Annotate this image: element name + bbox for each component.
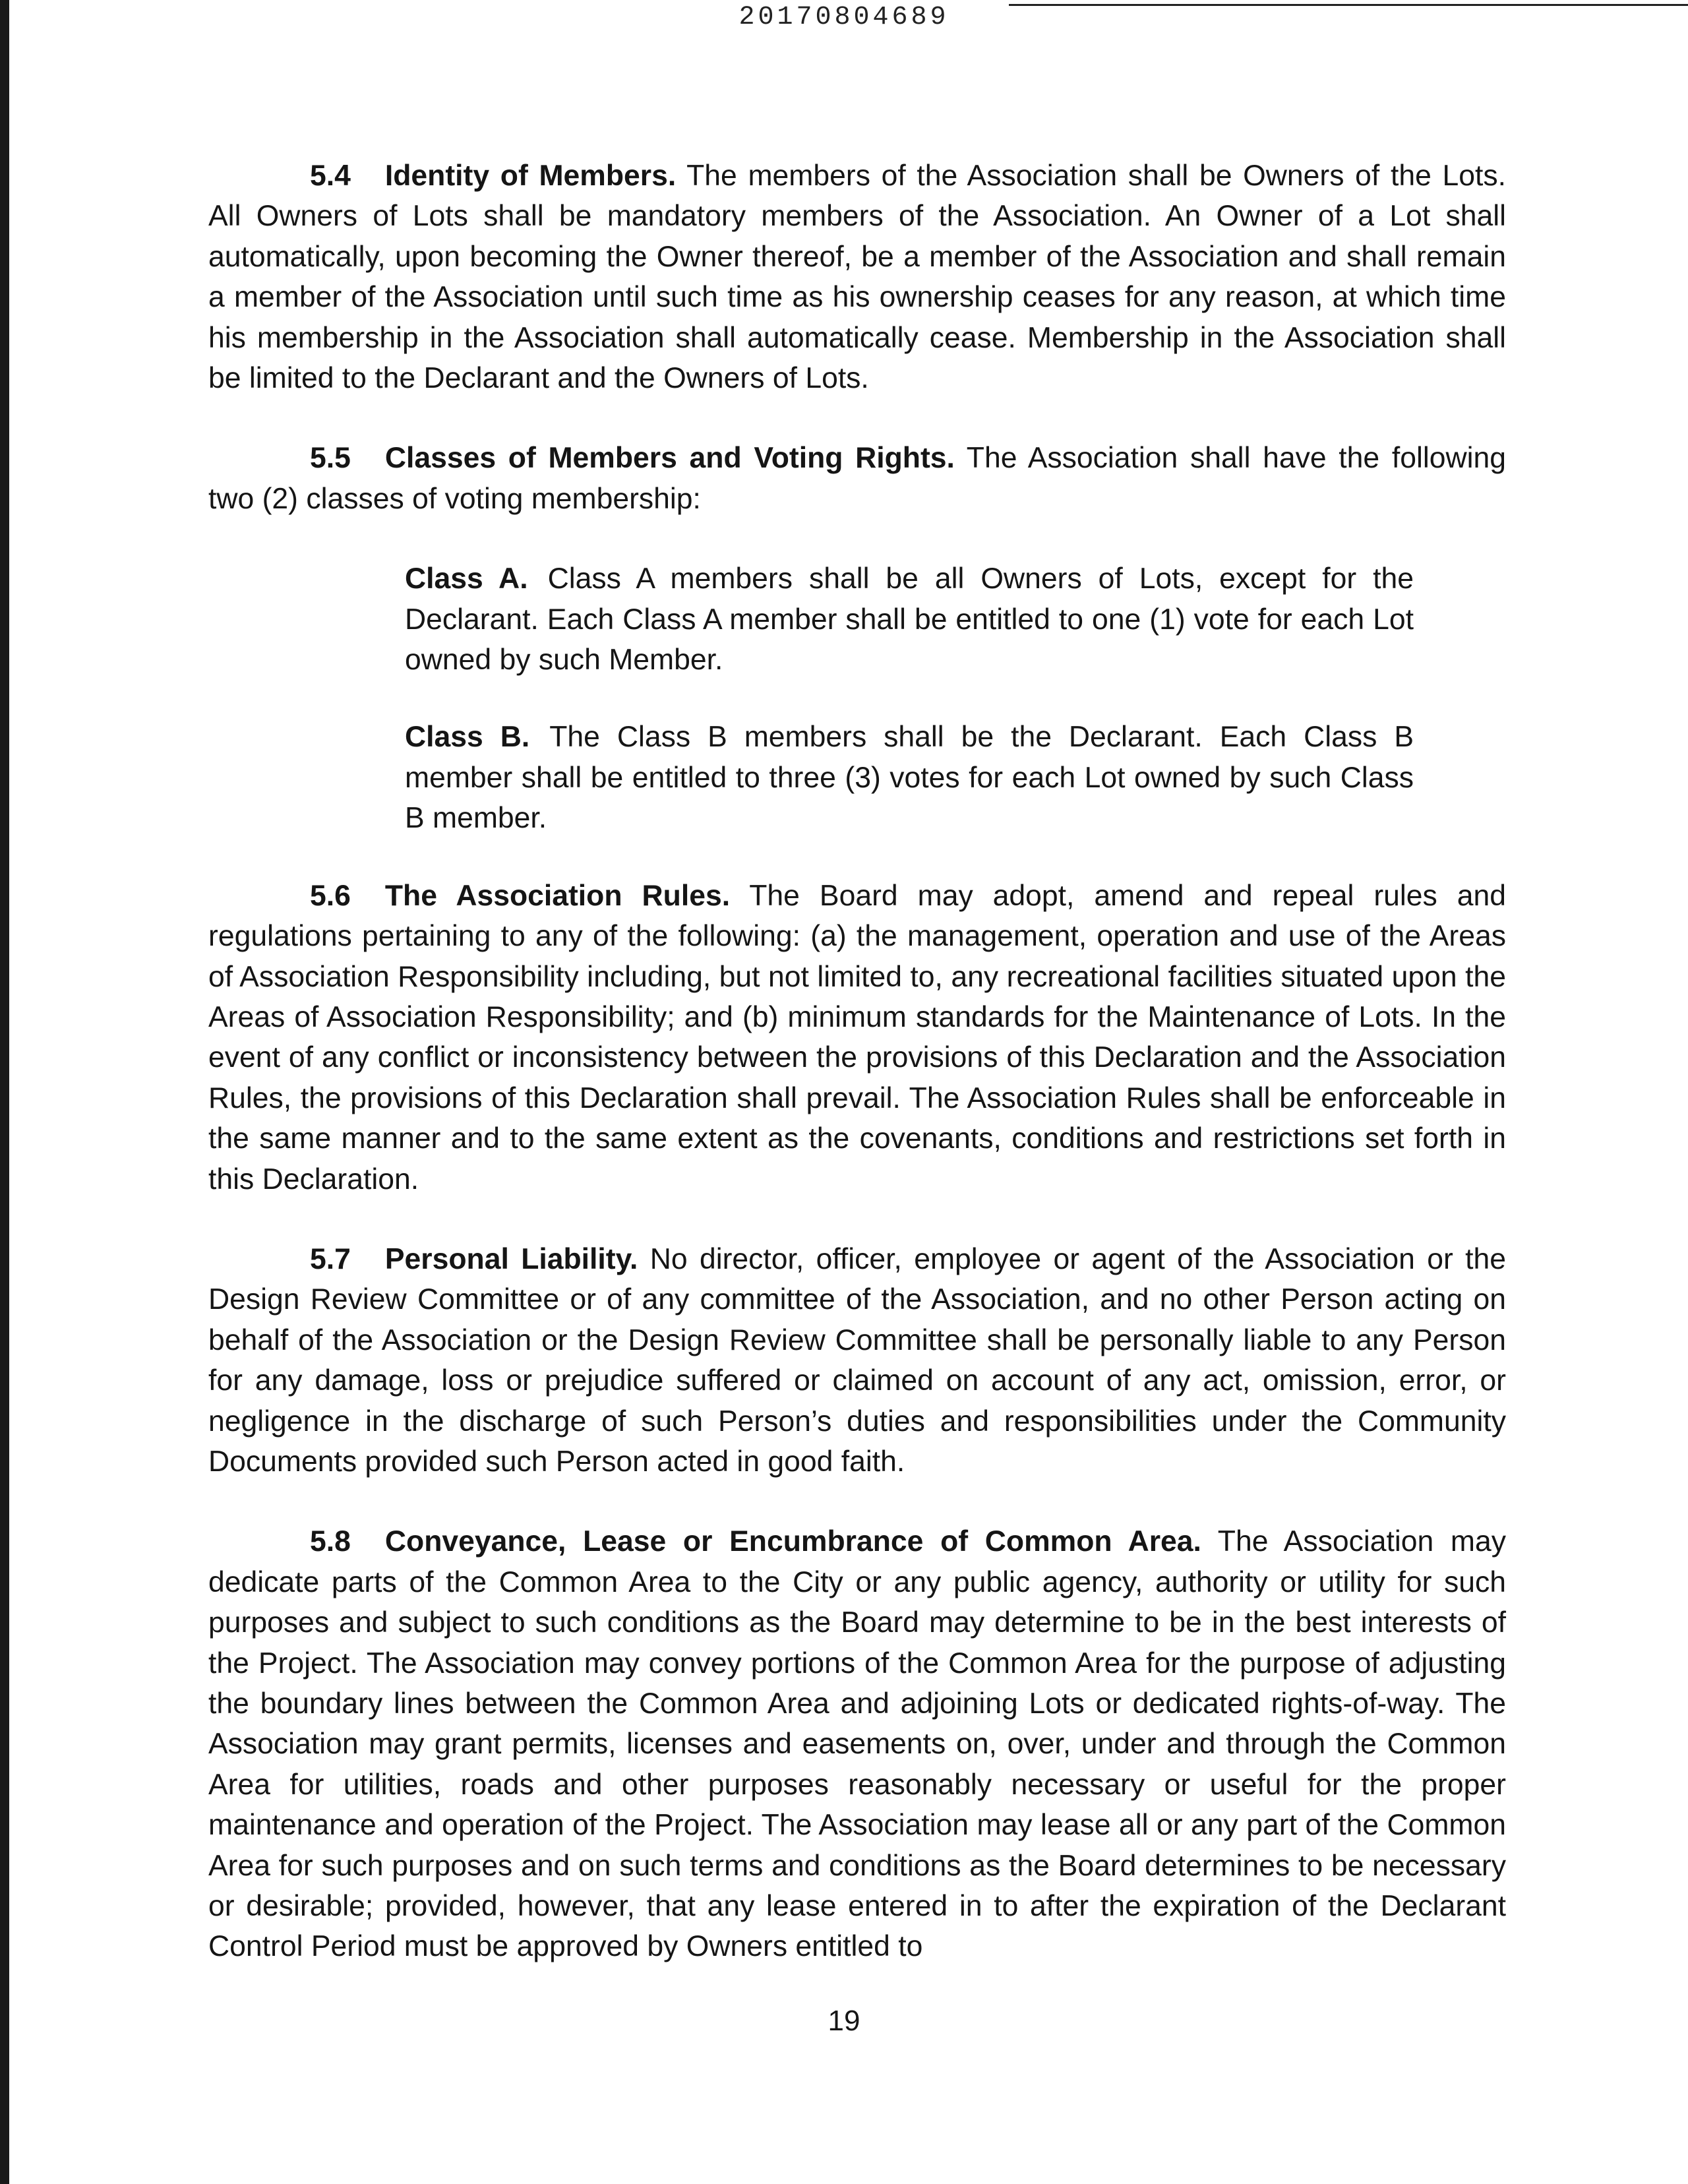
section-body: No director, officer, employee or agent of the Association or the Design Review Committee or of any committee of the Association, and no other Person acting on behalf of the Association or the Design Review Committee shall be personally liable to any Person for any damage, loss or prejudice suffered or claimed on account of any act, omission, error, or negligence in the discharge of such Person’s duties and responsibilities under the Community Documents provided such Person acted in good faith. xyxy=(208,1242,1506,1478)
section-number: 5.5 xyxy=(310,442,351,475)
section-number: 5.4 xyxy=(310,160,351,192)
section-body: The members of the Association shall be Owners of the Lots. All Owners of Lots shall be mandatory members of the Association. An Owner of a Lot shall automatically, upon becoming the Owner thereof, be a member of the Association and shall remain a member of the Association until such time as his ownership ceases for any reason, at which time his membership in the Association shall automatically cease. Membership in the Association shall be limited to the Declarant and the Owners of Lots. xyxy=(208,160,1507,395)
class-b-paragraph xyxy=(405,717,1414,838)
section-body: The Association may dedicate parts of the Common Area to the City or any public agency, authority or utility for such purposes and subject to such conditions as the Board may determine to be in the best interests of the Project. The Association may convey portions of the Common Area for the purpose of adjusting the boundary lines between the Common Area and adjoining Lots or dedicated rights-of-way. The Association may grant permits, licenses and easements on, over, under and through the Common Area for utilities, roads and other purposes reasonably necessary or useful for the proper maintenance and operation of the Project. The Association may lease all or any part of the Common Area for such purposes and on such terms and conditions as the Board determines to be necessary or desirable; provided, however, that any lease entered in to after the expiration of the Declarant Control Period must be approved by Owners entitled to xyxy=(208,1525,1506,1963)
section-5-4 xyxy=(208,156,1506,398)
section-heading: Classes of Members and Voting Rights. xyxy=(384,442,955,475)
class-text: The Class B members shall be the Declarant. Each Class B member shall be entitled to three (3) votes for each Lot owned by such Class B member. xyxy=(405,721,1414,835)
section-number: 5.6 xyxy=(310,879,351,912)
page-number: 19 xyxy=(828,2005,860,2037)
section-5-5 xyxy=(208,438,1506,519)
class-text: Class A members shall be all Owners of Lots, except for the Declarant. Each Class A member shall be entitled to one (1) vote for each Lot owned by such Member. xyxy=(405,562,1414,677)
section-number: 5.7 xyxy=(310,1242,351,1275)
section-heading: Personal Liability. xyxy=(384,1242,638,1275)
section-5-7 xyxy=(208,1239,1506,1482)
class-label: Class B. xyxy=(405,721,530,754)
scan-left-edge xyxy=(0,0,9,2184)
document-body xyxy=(208,156,1506,2007)
section-heading: Conveyance, Lease or Encumbrance of Common Area. xyxy=(384,1525,1201,1558)
document-number: 20170804689 xyxy=(738,3,950,32)
class-label: Class A. xyxy=(405,562,528,595)
section-5-6 xyxy=(208,876,1506,1199)
section-body: The Board may adopt, amend and repeal rules and regulations pertaining to any of the following: (a) the management, operation and use of the Areas of Association Responsibility including, but not limited to, any recreational facilities situated upon the Areas of Association Responsibility; and (b) minimum standards for the Maintenance of Lots. In the event of any conflict or inconsistency between the provisions of this Declaration and the Association Rules, the provisions of this Declaration shall prevail. The Association Rules shall be enforceable in the same manner and to the same extent as the covenants, conditions and restrictions set forth in this Declaration. xyxy=(208,879,1506,1196)
section-body: The Association shall have the following two (2) classes of voting membership: xyxy=(208,442,1507,515)
section-heading: Identity of Members. xyxy=(384,160,677,192)
section-heading: The Association Rules. xyxy=(384,879,731,912)
section-number: 5.8 xyxy=(310,1525,351,1558)
class-a-paragraph xyxy=(405,559,1414,680)
section-5-8 xyxy=(208,1521,1506,1966)
